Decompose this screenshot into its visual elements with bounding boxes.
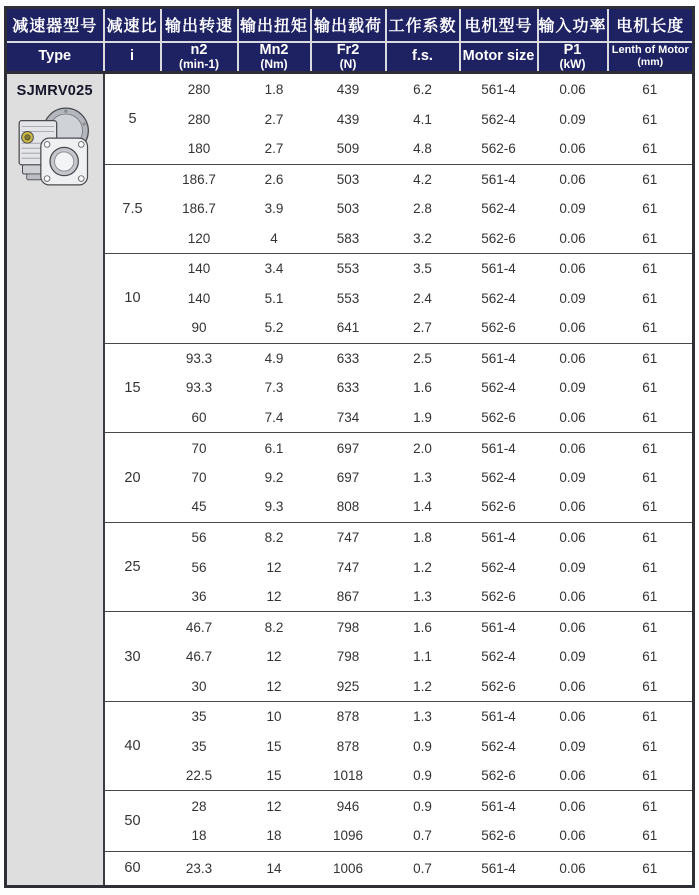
worm-gearbox-icon — [15, 103, 95, 190]
mn2-cell: 5.2 — [264, 320, 284, 336]
motor-length-cell: 61 — [642, 111, 658, 127]
n2-cell: 70 — [191, 470, 207, 486]
n2-cell: 46.7 — [161, 612, 238, 642]
spec-row — [6, 612, 694, 642]
col-header-service-factor-zh: 工作系数 — [386, 8, 460, 42]
fs-cell: 1.2 — [413, 678, 432, 694]
fr2-cell: 878 — [336, 738, 360, 754]
col-header-output-speed-zh: 输出转速 — [161, 8, 238, 42]
fr2-cell: 633 — [336, 380, 360, 396]
n2-cell: 280 — [187, 81, 211, 97]
header-row-zh — [6, 8, 694, 42]
p1-cell: 0.06 — [559, 320, 586, 336]
spec-table-header — [6, 8, 694, 73]
fr2-cell: 553 — [336, 290, 360, 306]
p1-cell: 0.06 — [559, 81, 586, 97]
motor-length-cell: 61 — [642, 589, 658, 604]
fs-cell: 0.7 — [386, 851, 460, 886]
motor-length-cell: 61 — [642, 559, 658, 575]
mn2-cell: 9.3 — [264, 499, 284, 515]
motor-length-cell: 61 — [608, 343, 694, 373]
col-header-motor-size-en: Motor size — [460, 42, 538, 73]
motor-length-cell: 61 — [608, 522, 694, 552]
p1-cell: 0.06 — [538, 164, 608, 194]
motor-length-cell: 61 — [608, 851, 694, 886]
fs-cell: 0.9 — [413, 738, 432, 754]
n2-cell: 280 — [187, 111, 211, 127]
n2-cell: 70 — [161, 433, 238, 463]
spec-row — [6, 254, 694, 284]
fs-cell: 1.4 — [413, 499, 432, 515]
mn2-cell: 3.4 — [238, 254, 311, 284]
fr2-cell: 946 — [311, 791, 386, 821]
fs-cell: 1.1 — [413, 649, 432, 665]
p1-cell: 0.06 — [559, 828, 586, 844]
n2-cell: 46.7 — [185, 649, 213, 665]
motor-size-cell: 562-6 — [481, 678, 516, 694]
fr2-cell: 1006 — [311, 851, 386, 886]
fs-cell: 2.8 — [413, 201, 432, 217]
n2-cell: 30 — [191, 678, 207, 694]
n2-cell: 36 — [191, 589, 207, 604]
fs-cell: 2.5 — [386, 343, 460, 373]
n2-cell: 186.7 — [182, 201, 216, 217]
fr2-cell: 697 — [336, 470, 360, 486]
n2-cell: 140 — [187, 290, 211, 306]
spec-row — [6, 164, 694, 194]
ratio-cell: 15 — [104, 343, 161, 433]
fr2-cell: 503 — [336, 201, 360, 217]
n2-cell: 180 — [187, 141, 211, 157]
mn2-cell: 8.2 — [238, 612, 311, 642]
mn2-cell: 1.8 — [264, 81, 284, 97]
motor-size-cell: 562-4 — [481, 738, 516, 754]
n2-cell: 93.3 — [185, 380, 213, 396]
fs-cell: 0.9 — [413, 768, 432, 784]
col-header-output-torque-en: Mn2 (Nm) — [238, 42, 311, 73]
fr2-cell: 509 — [336, 141, 360, 157]
n2-cell: 35 — [161, 701, 238, 731]
motor-length-cell: 61 — [642, 230, 658, 246]
mn2-cell: 4.9 — [238, 343, 311, 373]
p1-cell: 0.09 — [559, 470, 586, 486]
fs-cell: 1.3 — [413, 589, 432, 604]
motor-length-cell: 61 — [608, 254, 694, 284]
fr2-cell: 747 — [336, 559, 360, 575]
motor-length-cell: 61 — [642, 290, 658, 306]
col-header-motor-length-en: Lenth of Motor (mm) — [608, 42, 694, 73]
fs-cell: 1.3 — [386, 701, 460, 731]
spec-table — [4, 6, 695, 888]
fr2-cell: 1018 — [332, 768, 364, 784]
motor-size-cell: 561-4 — [460, 433, 538, 463]
fr2-cell: 553 — [311, 254, 386, 284]
ratio-cell: 7.5 — [104, 164, 161, 254]
fs-cell: 4.2 — [386, 164, 460, 194]
p1-cell: 0.06 — [538, 851, 608, 886]
motor-length-cell: 61 — [608, 701, 694, 731]
fs-cell: 1.9 — [413, 409, 432, 425]
mn2-cell: 2.7 — [264, 111, 284, 127]
motor-size-cell: 561-4 — [460, 851, 538, 886]
motor-length-cell: 61 — [608, 164, 694, 194]
col-header-output-torque-zh: 输出扭矩 — [238, 8, 311, 42]
mn2-cell: 8.2 — [238, 522, 311, 552]
fr2-cell: 439 — [336, 81, 360, 97]
mn2-cell: 12 — [238, 791, 311, 821]
p1-cell: 0.09 — [559, 380, 586, 396]
fs-cell: 1.6 — [413, 380, 432, 396]
p1-cell: 0.06 — [538, 343, 608, 373]
motor-length-cell: 61 — [642, 678, 658, 694]
fs-cell: 4.1 — [413, 111, 432, 127]
ratio-cell: 20 — [104, 433, 161, 523]
col-header-output-speed-en: n2 (min-1) — [161, 42, 238, 73]
motor-size-cell: 561-4 — [460, 701, 538, 731]
mn2-cell: 2.7 — [264, 141, 284, 157]
col-header-motor-size-zh: 电机型号 — [460, 8, 538, 42]
fs-cell: 1.6 — [386, 612, 460, 642]
p1-cell: 0.06 — [559, 499, 586, 515]
motor-size-cell: 561-4 — [481, 81, 516, 97]
col-header-input-power-en: P1 (kW) — [538, 42, 608, 73]
mn2-cell: 4 — [270, 230, 278, 246]
spec-row — [6, 433, 694, 463]
p1-cell: 0.09 — [559, 559, 586, 575]
motor-size-cell: 562-6 — [481, 141, 516, 157]
fr2-cell: 641 — [336, 320, 360, 336]
n2-cell: 93.3 — [161, 343, 238, 373]
spec-row — [6, 701, 694, 731]
motor-length-cell: 61 — [642, 768, 658, 784]
fs-cell: 3.2 — [413, 230, 432, 246]
p1-cell: 0.09 — [559, 290, 586, 306]
spec-row — [6, 851, 694, 886]
col-header-motor-length-zh: 电机长度 — [608, 8, 694, 42]
n2-cell: 186.7 — [161, 164, 238, 194]
n2-cell: 140 — [161, 254, 238, 284]
fs-cell: 3.5 — [386, 254, 460, 284]
spec-table-body — [6, 73, 694, 887]
fs-cell: 6.2 — [413, 81, 432, 97]
motor-size-cell: 562-4 — [481, 470, 516, 486]
p1-cell: 0.06 — [538, 791, 608, 821]
motor-size-cell: 562-6 — [481, 828, 516, 844]
fr2-cell: 808 — [336, 499, 360, 515]
n2-cell: 45 — [191, 499, 207, 515]
mn2-cell: 7.4 — [264, 409, 284, 425]
p1-cell: 0.09 — [559, 201, 586, 217]
motor-size-cell: 562-4 — [481, 559, 516, 575]
motor-length-cell: 61 — [642, 409, 658, 425]
col-header-reducer-model-zh: 减速器型号 — [6, 8, 104, 42]
n2-cell: 90 — [191, 320, 207, 336]
p1-cell: 0.06 — [559, 230, 586, 246]
spec-row — [6, 791, 694, 821]
ratio-cell: 40 — [104, 701, 161, 791]
motor-size-cell: 561-4 — [460, 612, 538, 642]
fr2-cell: 439 — [336, 111, 360, 127]
motor-size-cell: 561-4 — [460, 791, 538, 821]
motor-size-cell: 562-4 — [481, 111, 516, 127]
mn2-cell: 2.6 — [238, 164, 311, 194]
p1-cell: 0.06 — [538, 612, 608, 642]
mn2-cell: 7.3 — [264, 380, 284, 396]
ratio-cell: 30 — [104, 612, 161, 702]
n2-cell: 22.5 — [185, 768, 213, 784]
motor-length-cell: 61 — [642, 499, 658, 515]
motor-length-cell: 61 — [642, 141, 658, 157]
p1-cell: 0.06 — [538, 522, 608, 552]
fr2-cell: 925 — [336, 678, 360, 694]
col-header-service-factor-en: f.s. — [386, 42, 460, 73]
ratio-cell: 10 — [104, 254, 161, 344]
mn2-cell: 12 — [266, 589, 282, 604]
n2-cell: 28 — [161, 791, 238, 821]
p1-cell: 0.06 — [538, 701, 608, 731]
motor-size-cell: 562-6 — [481, 230, 516, 246]
col-header-input-power-zh: 输入功率 — [538, 8, 608, 42]
fs-cell: 2.4 — [413, 290, 432, 306]
motor-size-cell: 562-4 — [481, 649, 516, 665]
motor-size-cell: 561-4 — [460, 164, 538, 194]
fs-cell: 2.7 — [413, 320, 432, 336]
ratio-cell: 5 — [128, 110, 137, 127]
motor-length-cell: 61 — [608, 433, 694, 463]
p1-cell: 0.06 — [559, 768, 586, 784]
fs-cell: 0.9 — [386, 791, 460, 821]
fr2-cell: 878 — [311, 701, 386, 731]
fs-cell: 1.2 — [413, 559, 432, 575]
motor-length-cell: 61 — [642, 201, 658, 217]
fr2-cell: 1096 — [332, 828, 364, 844]
mn2-cell: 12 — [266, 649, 282, 665]
fr2-cell: 734 — [336, 409, 360, 425]
spec-row — [6, 73, 694, 105]
fs-cell: 2.0 — [386, 433, 460, 463]
header-row-en — [6, 42, 694, 73]
fr2-cell: 697 — [311, 433, 386, 463]
col-header-output-load-zh: 输出载荷 — [311, 8, 386, 42]
fr2-cell: 867 — [336, 589, 360, 604]
n2-cell: 60 — [191, 409, 207, 425]
mn2-cell: 15 — [266, 738, 282, 754]
col-header-reducer-model-en: Type — [6, 42, 104, 73]
mn2-cell: 18 — [266, 828, 282, 844]
ratio-cell: 25 — [104, 522, 161, 612]
fs-cell: 0.7 — [413, 828, 432, 844]
fr2-cell: 747 — [311, 522, 386, 552]
p1-cell: 0.09 — [559, 738, 586, 754]
motor-length-cell: 61 — [642, 828, 658, 844]
n2-cell: 56 — [191, 559, 207, 575]
mn2-cell: 14 — [238, 851, 311, 886]
motor-length-cell: 61 — [642, 738, 658, 754]
p1-cell: 0.06 — [538, 433, 608, 463]
p1-cell: 0.06 — [559, 409, 586, 425]
p1-cell: 0.09 — [559, 111, 586, 127]
motor-size-cell: 561-4 — [460, 343, 538, 373]
fr2-cell: 798 — [311, 612, 386, 642]
n2-cell: 56 — [161, 522, 238, 552]
mn2-cell: 12 — [266, 678, 282, 694]
fs-cell: 4.8 — [413, 141, 432, 157]
fr2-cell: 503 — [311, 164, 386, 194]
n2-cell: 23.3 — [161, 851, 238, 886]
mn2-cell: 10 — [238, 701, 311, 731]
spec-row — [6, 343, 694, 373]
motor-length-cell: 61 — [608, 612, 694, 642]
motor-length-cell: 61 — [642, 380, 658, 396]
p1-cell: 0.06 — [559, 141, 586, 157]
motor-size-cell: 562-4 — [481, 380, 516, 396]
fr2-cell: 798 — [336, 649, 360, 665]
model-name: SJMRV025 — [16, 83, 93, 100]
mn2-cell: 5.1 — [264, 290, 284, 306]
fr2-cell: 633 — [311, 343, 386, 373]
motor-size-cell: 562-6 — [481, 499, 516, 515]
ratio-cell: 60 — [104, 851, 161, 886]
n2-cell: 18 — [191, 828, 207, 844]
motor-size-cell: 561-4 — [460, 522, 538, 552]
p1-cell: 0.09 — [559, 649, 586, 665]
mn2-cell: 15 — [266, 768, 282, 784]
n2-cell: 35 — [191, 738, 207, 754]
mn2-cell: 12 — [266, 559, 282, 575]
n2-cell: 120 — [187, 230, 211, 246]
motor-size-cell: 562-6 — [481, 320, 516, 336]
p1-cell: 0.06 — [538, 254, 608, 284]
spec-row — [6, 522, 694, 552]
mn2-cell: 6.1 — [238, 433, 311, 463]
mn2-cell: 3.9 — [264, 201, 284, 217]
col-header-output-load-en: Fr2 (N) — [311, 42, 386, 73]
fr2-cell: 583 — [336, 230, 360, 246]
col-header-ratio-en: i — [104, 42, 161, 73]
col-header-ratio-zh: 减速比 — [104, 8, 161, 42]
motor-length-cell: 61 — [642, 81, 658, 97]
motor-length-cell: 61 — [642, 320, 658, 336]
p1-cell: 0.06 — [559, 589, 586, 604]
motor-size-cell: 562-6 — [481, 768, 516, 784]
motor-length-cell: 61 — [642, 649, 658, 665]
motor-size-cell: 562-4 — [481, 290, 516, 306]
motor-length-cell: 61 — [608, 791, 694, 821]
motor-size-cell: 562-6 — [481, 589, 516, 604]
fs-cell: 1.8 — [386, 522, 460, 552]
fs-cell: 1.3 — [413, 470, 432, 486]
type-cell — [6, 73, 104, 887]
p1-cell: 0.06 — [559, 678, 586, 694]
motor-size-cell: 562-6 — [481, 409, 516, 425]
ratio-cell: 50 — [104, 791, 161, 851]
mn2-cell: 9.2 — [264, 470, 284, 486]
motor-length-cell: 61 — [642, 470, 658, 486]
motor-size-cell: 561-4 — [460, 254, 538, 284]
motor-size-cell: 562-4 — [481, 201, 516, 217]
